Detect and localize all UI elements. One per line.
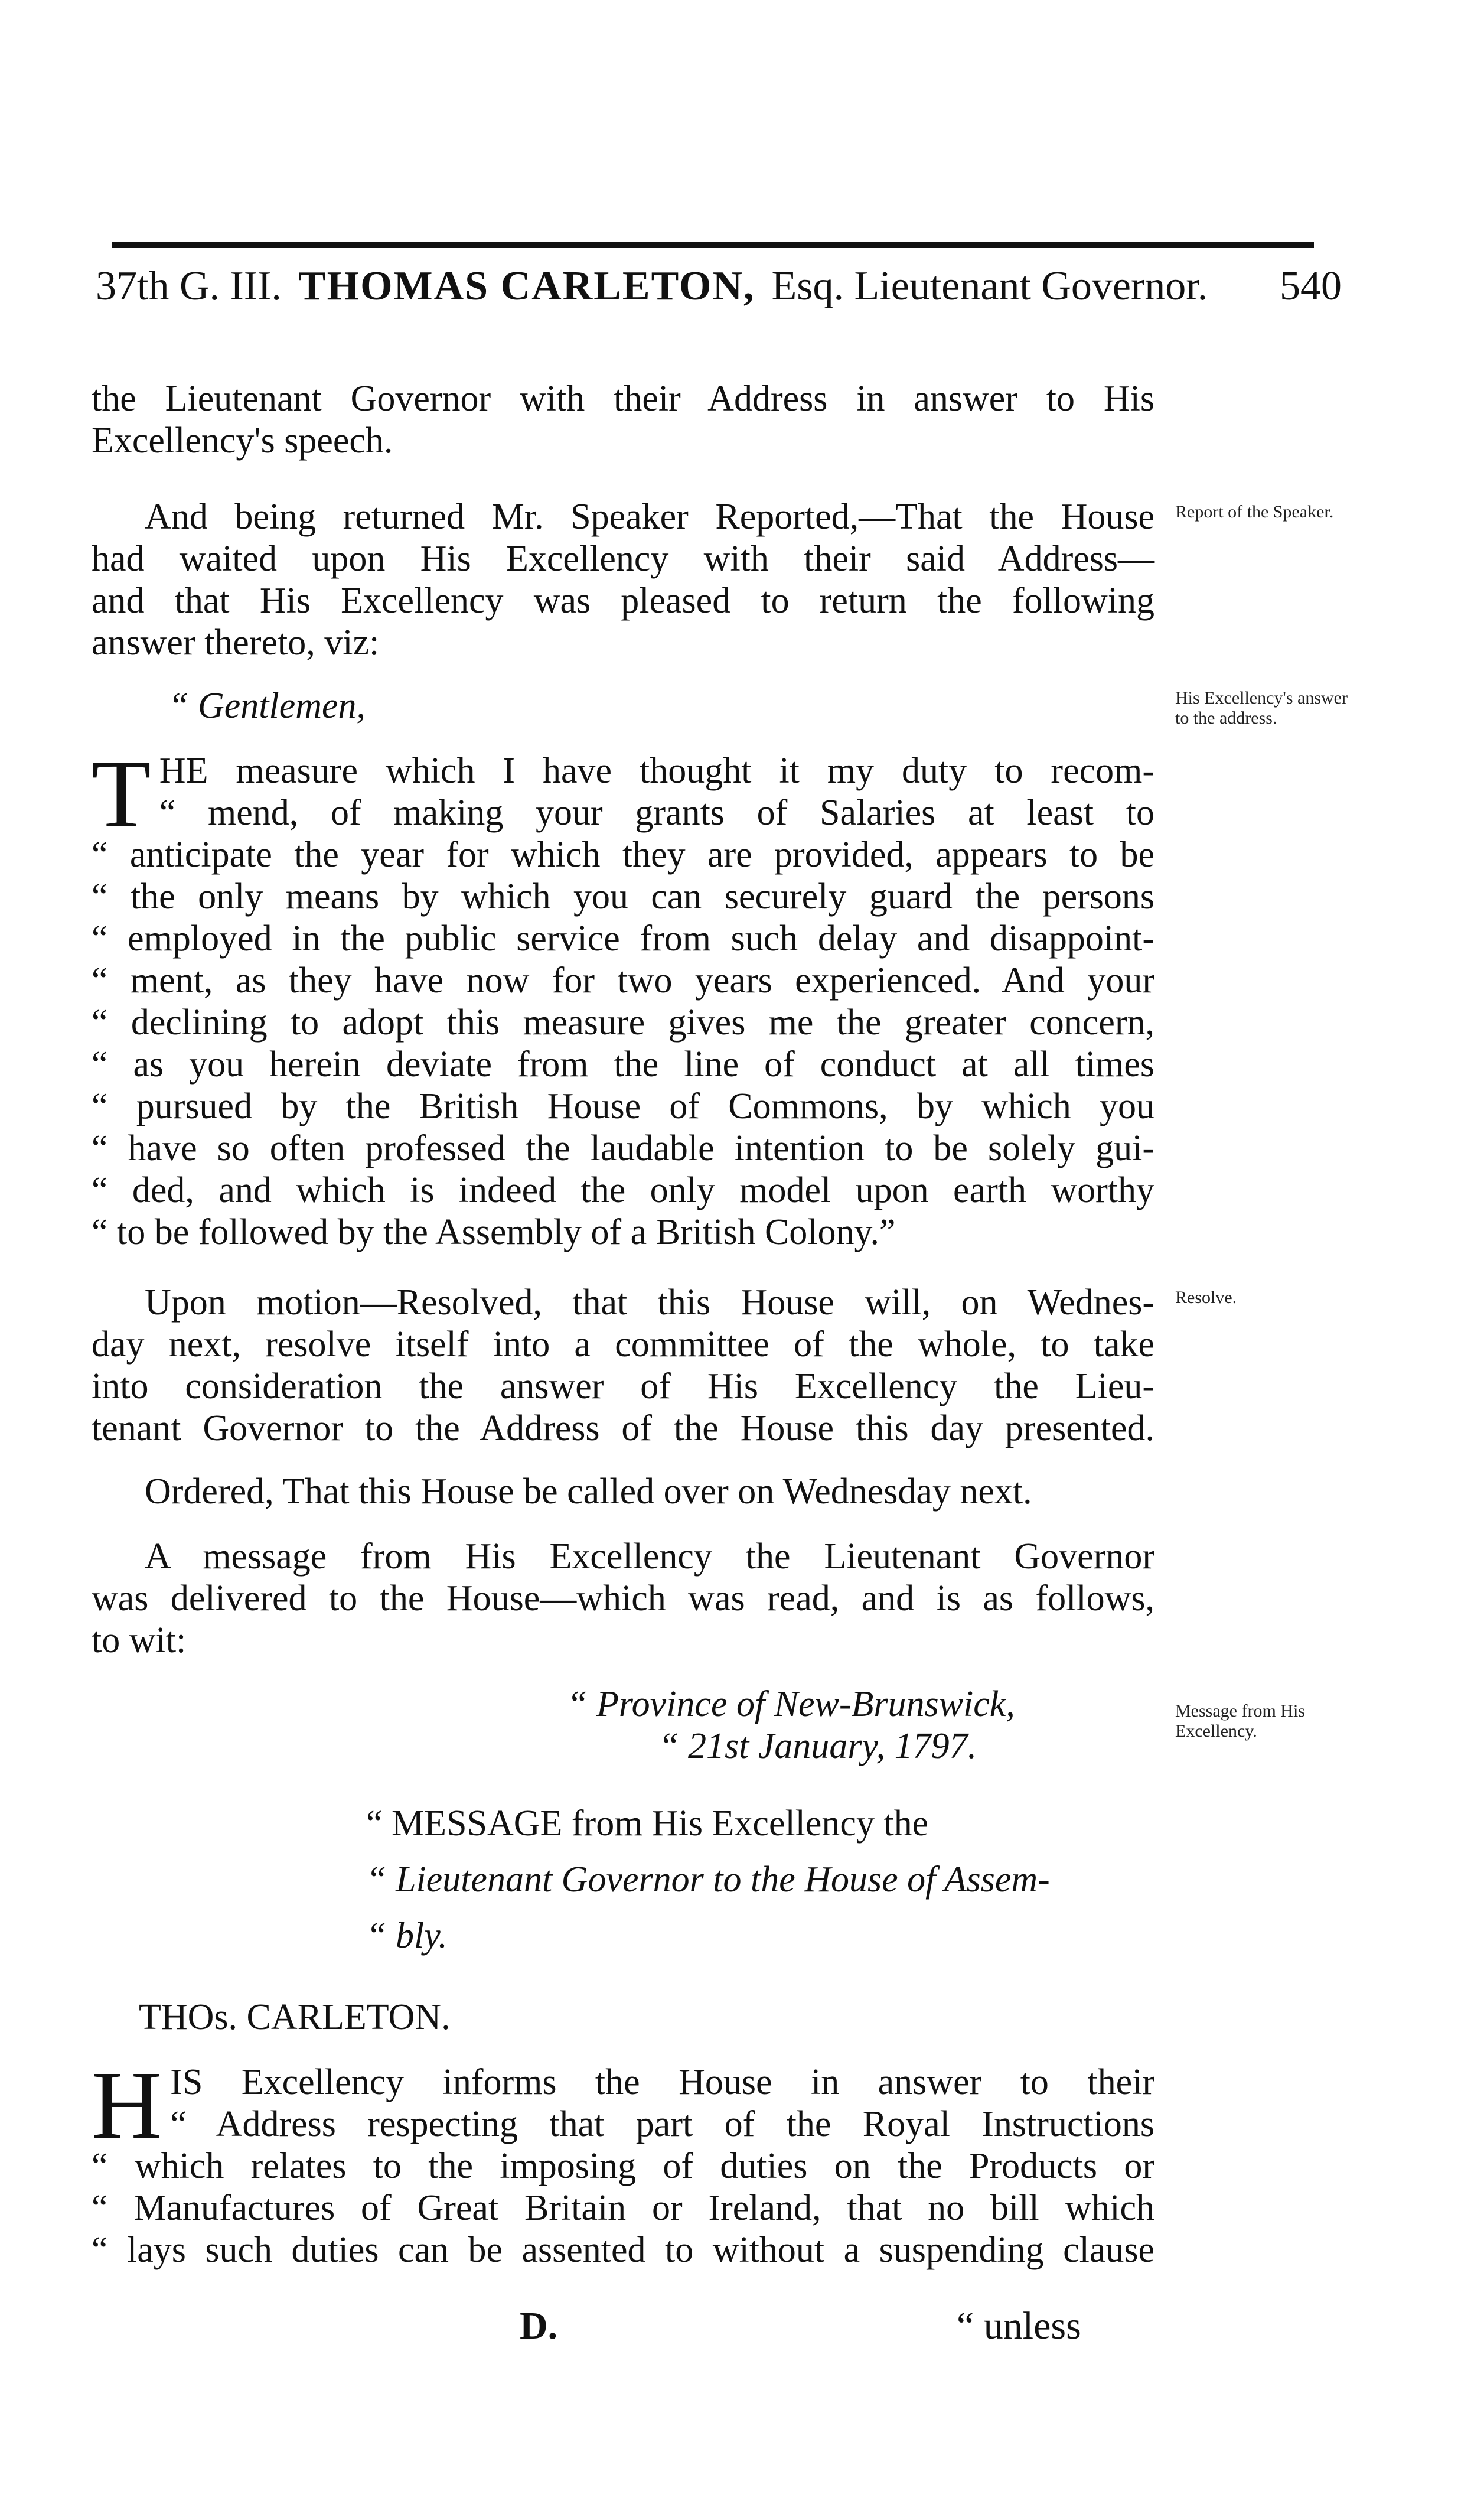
text-line: into consideration the answer of His Excellency the Lieu- (92, 1366, 1154, 1406)
text-line: “ declining to adopt this measure gives me the greater concern, (92, 1002, 1154, 1043)
text-line: day next, resolve itself into a committee of the whole, to take (92, 1324, 1154, 1365)
text-line: IS Excellency informs the House in answer to their (170, 2062, 1154, 2102)
message-body (92, 2051, 1154, 2271)
text-line: “ to be followed by the Assembly of a British Colony.” (92, 1212, 896, 1252)
text-line: to wit: (92, 1620, 187, 1660)
text-line: “ as you herein deviate from the line of conduct at all times (92, 1044, 1154, 1085)
answer-quotation (92, 740, 1154, 1253)
running-header (96, 263, 1342, 328)
catchword: “ unless (957, 2304, 1081, 2347)
text-line: was delivered to the House—which was read, and is as follows, (92, 1578, 1154, 1619)
paragraph-speaker-report (92, 496, 1154, 664)
text-line: Upon motion—Resolved, that this House will, on Wednes- (145, 1282, 1154, 1323)
text-line: “ employed in the public service from such delay and disappoint- (92, 919, 1154, 959)
margin-note-resolve: Resolve. (1175, 1288, 1237, 1307)
text-line: “ mend, of making your grants of Salaries at least to (159, 793, 1154, 833)
paragraph-message-intro (92, 1536, 1154, 1662)
text-line: “ ment, as they have now for two years experienced. And your (92, 960, 1154, 1001)
paragraph-ordered (92, 1471, 1154, 1513)
text-line: “ Address respecting that part of the Royal Instructions (170, 2104, 1154, 2144)
text-line: “ lays such duties can be assented to without a suspending clause (92, 2230, 1154, 2270)
signature: THOs. CARLETON. (139, 1997, 451, 2037)
message-title-line: “ MESSAGE from His Excellency the (366, 1803, 929, 1844)
page-number: 540 (1280, 263, 1342, 309)
message-title-line: “ Lieutenant Governor to the House of Assem- (366, 1860, 1050, 1900)
dateline-date: “ 21st January, 1797. (658, 1726, 977, 1766)
text-line: answer thereto, viz: (92, 623, 380, 663)
message-title (366, 1796, 1146, 1964)
header-suffix: Esq. Lieutenant Governor. (771, 263, 1208, 309)
dateline-place: “ Province of New-Brunswick, (567, 1684, 1015, 1724)
header-title: THOMAS CARLETON, (298, 263, 755, 309)
text-line: “ Manufactures of Great Britain or Ireland, that no bill which (92, 2188, 1154, 2228)
margin-note-message: Message from His Excellency. (1175, 1701, 1305, 1741)
message-title-line: “ bly. (366, 1916, 448, 1956)
drop-cap: T (92, 740, 151, 848)
answer-salutation (92, 685, 1154, 727)
text-line: Excellency's speech. (92, 421, 393, 461)
text-line: “ which relates to the imposing of duties on the Products or (92, 2146, 1154, 2186)
header-regnal-year: 37th G. III. (96, 263, 282, 309)
salutation: “ Gentlemen, (168, 686, 366, 726)
text-line: HE measure which I have thought it my duty to recom- (159, 751, 1154, 791)
text-line: “ ded, and which is indeed the only model upon earth worthy (92, 1170, 1154, 1210)
message-dateline (567, 1683, 1134, 1767)
text-line: “ the only means by which you can securely guard the persons (92, 877, 1154, 917)
text-line: the Lieutenant Governor with their Address in answer to His (92, 379, 1154, 419)
text-line: A message from His Excellency the Lieutenant Governor (145, 1536, 1154, 1577)
text-line: Ordered, That this House be called over on Wednesday next. (145, 1471, 1032, 1512)
margin-note-report: Report of the Speaker. (1175, 502, 1334, 522)
message-signature (92, 1997, 1154, 2038)
paragraph-address-continuation (92, 378, 1154, 462)
paragraph-resolve (92, 1282, 1154, 1450)
text-line: tenant Governor to the Address of the House this day presented. (92, 1408, 1154, 1448)
text-line: “ anticipate the year for which they are provided, appears to be (92, 835, 1154, 875)
text-line: “ pursued by the British House of Commons, by which you (92, 1086, 1154, 1126)
drop-cap: H (92, 2051, 162, 2159)
text-line: And being returned Mr. Speaker Reported,—That the House (145, 497, 1154, 537)
text-line: “ have so often professed the laudable intention to be solely gui- (92, 1128, 1154, 1168)
margin-note-answer: His Excellency's answer to the address. (1175, 688, 1348, 728)
signature-mark: D. (520, 2304, 558, 2347)
text-line: had waited upon His Excellency with their said Address— (92, 539, 1154, 579)
text-line: and that His Excellency was pleased to return the following (92, 581, 1154, 621)
header-rule (112, 242, 1314, 248)
